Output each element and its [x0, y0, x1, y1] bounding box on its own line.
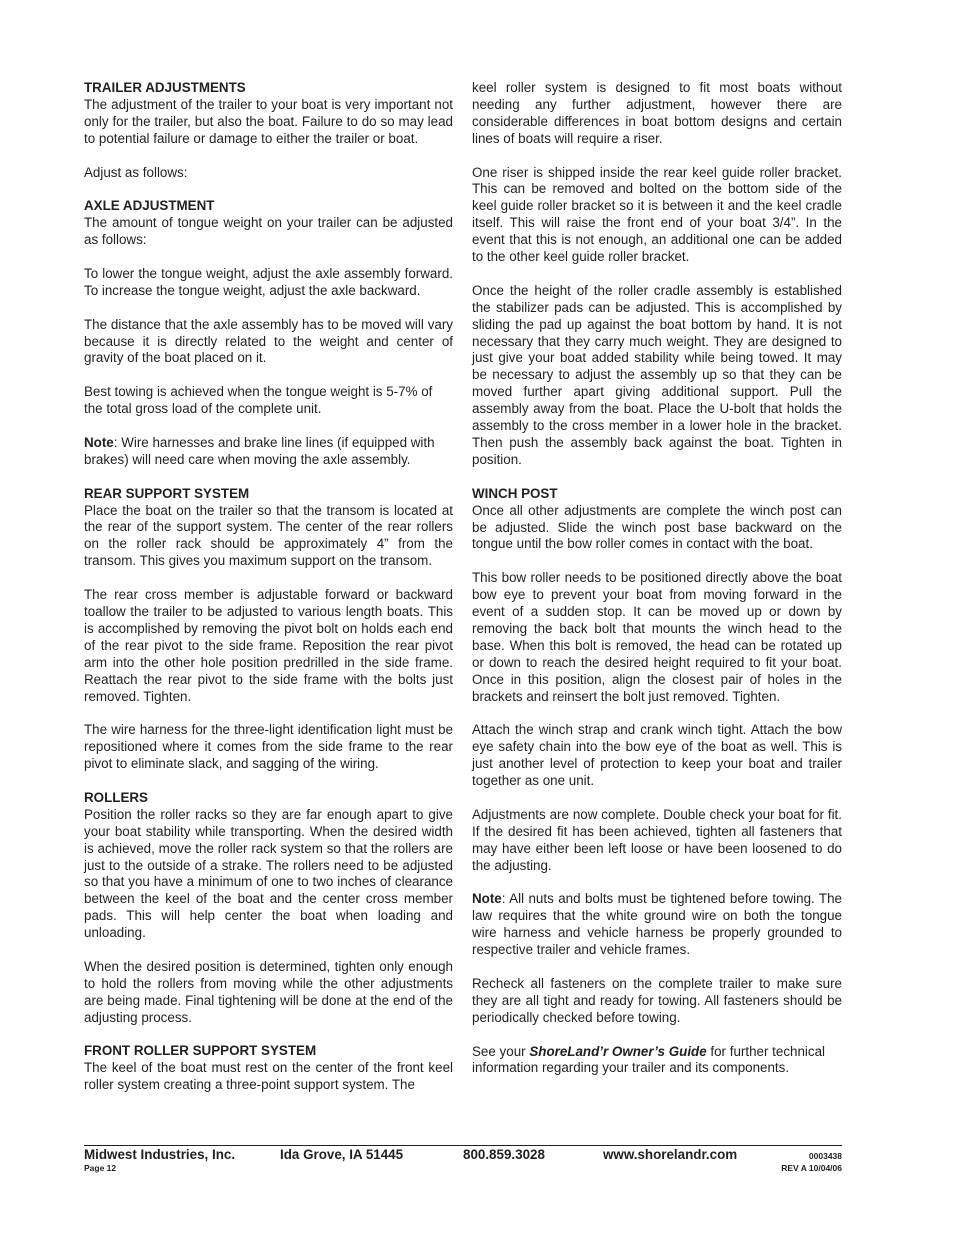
axle-paragraph-2: To lower the tongue weight, adjust the axle assembly forward. To increase the tongue weight, adjust the axle backward. [84, 265, 453, 298]
footer-page-number: Page 12 [84, 1163, 117, 1173]
footer-city: Ida Grove, IA 51445 [280, 1147, 404, 1162]
footer-divider [84, 1145, 842, 1146]
adjust-as-follows-paragraph: Adjust as follows: [84, 164, 188, 180]
front-roller-paragraph: The keel of the boat must rest on the center of the front keel roller system creating a three-point support system. The [84, 1060, 453, 1093]
note-label: Note [472, 891, 502, 907]
trailer-adjustments-heading: TRAILER ADJUSTMENTS [84, 80, 246, 95]
see-prefix: See your [472, 1043, 530, 1059]
rollers-paragraph-1: Position the roller racks so they are far enough apart to give your boat stability while transporting. When the desired width is achieved, move the roller rack system so that the rollers are just to the outside of a strake. The rollers need to be adjusted so that you have a minimum of one to two inches of clearance between the keel of the boat and the center cross member pads. This will help center the boat when loading and unloading. [84, 806, 453, 941]
footer-website: www.shorelandr.com [603, 1147, 738, 1162]
front-roller-heading: FRONT ROLLER SUPPORT SYSTEM [84, 1043, 317, 1059]
keel-paragraph-3: Once the height of the roller cradle assembly is established the stabilizer pads can be adjusted. This is accomplished by sliding the pad up against the boat bottom by hand. It is not necessary that they carry much weight. They are designed to just give your boat added stability while being towed. It may be necessary to adjust the assembly up so that they can be moved further apart giving additional support. Pull the assembly away from the boat. Place the U-bolt that holds the assembly to the cross member in a lower hole in the bracket. Then push the assembly back against the boat. Tighten in position. [472, 282, 842, 467]
keel-paragraph-1: keel roller system is designed to fit most boats without needing any further adjustment, however there are considerable differences in boat bottom designs and certain lines of boats will require a riser. [472, 80, 842, 146]
axle-note-paragraph [84, 435, 453, 469]
owners-guide-title: ShoreLand’r Owner’s Guide [529, 1043, 707, 1059]
owners-guide-paragraph [472, 1044, 842, 1078]
note-text: : All nuts and bolts must be tightened before towing. The law requires that the white ground wire on both the tongue wire harness and vehicle harness be properly grounded to respective trailer and vehicle frames. [472, 891, 842, 958]
left-column [84, 80, 453, 1094]
rear-support-paragraph-1: Place the boat on the trailer so that the transom is located at the rear of the support system. The center of the rear rollers on the roller rack should be approximately 4” from the transom. This gives you maximum support on the transom. [84, 502, 453, 569]
see-suffix: for further technical information regarding your trailer and its components. [472, 1043, 826, 1076]
trailer-adjustments-paragraph: The adjustment of the trailer to your boat is very important not only for the trailer, but also the boat. Failure to do so may lead to potential failure or damage to either the trailer or boat. [84, 96, 453, 146]
axle-paragraph-4: Best towing is achieved when the tongue weight is 5-7% of the total gross load of the complete unit. [84, 384, 433, 417]
winch-paragraph-1: Once all other adjustments are complete the winch post can be adjusted. Slide the winch post base backward on the tongue until the bow roller comes in contact with the boat. [472, 502, 842, 552]
winch-paragraph-2: This bow roller needs to be positioned directly above the boat bow eye to prevent your boat from moving forward in the event of a sudden stop. It can be moved up or down by removing the back bolt that mounts the winch head to the base. When this bolt is removed, the head can be rotated up or down to reach the desired height required to fit your boat. Once in this position, align the closest pair of holes in the brackets and reinsert the bolt just removed. Tighten. [472, 570, 842, 704]
rollers-paragraph-2: When the desired position is determined, tighten only enough to hold the rollers from moving while the other adjustments are being made. Final tightening will be done at the end of the adjusting process. [84, 958, 453, 1025]
footer-company: Midwest Industries, Inc. [84, 1147, 236, 1162]
axle-adjustment-heading: AXLE ADJUSTMENT [84, 198, 215, 214]
right-column [472, 80, 842, 1077]
footer-phone: 800.859.3028 [463, 1147, 545, 1162]
axle-note-label: Note [84, 434, 114, 450]
axle-paragraph-1: The amount of tongue weight on your trailer can be adjusted as follows: [84, 215, 453, 248]
keel-paragraph-2: One riser is shipped inside the rear keel guide roller bracket. This can be removed and bolted on the bottom side of the keel guide roller bracket so it is between it and the keel cradle itself. This will raise the front end of your boat 3/4”. In the event that this is not enough, an additional one can be added to the other keel guide roller bracket. [472, 164, 842, 265]
rollers-heading: ROLLERS [84, 789, 148, 805]
axle-paragraph-3: The distance that the axle assembly has to be moved will vary because it is directly related to the weight and center of gravity of the boat placed on it. [84, 316, 453, 366]
winch-post-heading: WINCH POST [472, 485, 558, 501]
note-paragraph [472, 891, 842, 959]
axle-note-text: : Wire harnesses and brake line lines (if equipped with brakes) will need care when moving the axle assembly. [84, 434, 435, 467]
winch-paragraph-4: Adjustments are now complete. Double check your boat for fit. If the desired fit has been achieved, tighten all fasteners that may have either been left loose or have been loosened to do the adjusting. [472, 806, 842, 873]
rear-support-paragraph-2: The rear cross member is adjustable forward or backward toallow the trailer to be adjusted to various length boats. This is accomplished by removing the pivot bolt on holds each end of the rear pivot to the side frame. Reposition the rear pivot arm into the other hole position predrilled in the side frame. Reattach the rear pivot to the side frame with the bolts just removed. Tighten. [84, 587, 453, 704]
footer-revision: REV A 10/04/06 [781, 1163, 842, 1173]
winch-paragraph-3: Attach the winch strap and crank winch tight. Attach the bow eye safety chain into the bow eye of the boat as well. This is just another level of protection to keep your boat and trailer together as one unit. [472, 722, 842, 789]
footer-doc-number: 0003438 [808, 1151, 842, 1161]
rear-support-paragraph-3: The wire harness for the three-light identification light must be repositioned where it comes from the side frame to the rear pivot to eliminate slack, and sagging of the wiring. [84, 722, 453, 772]
rear-support-heading: REAR SUPPORT SYSTEM [84, 485, 250, 501]
recheck-paragraph: Recheck all fasteners on the complete trailer to make sure they are all tight and ready for towing. All fasteners should be periodically checked before towing. [472, 975, 842, 1025]
